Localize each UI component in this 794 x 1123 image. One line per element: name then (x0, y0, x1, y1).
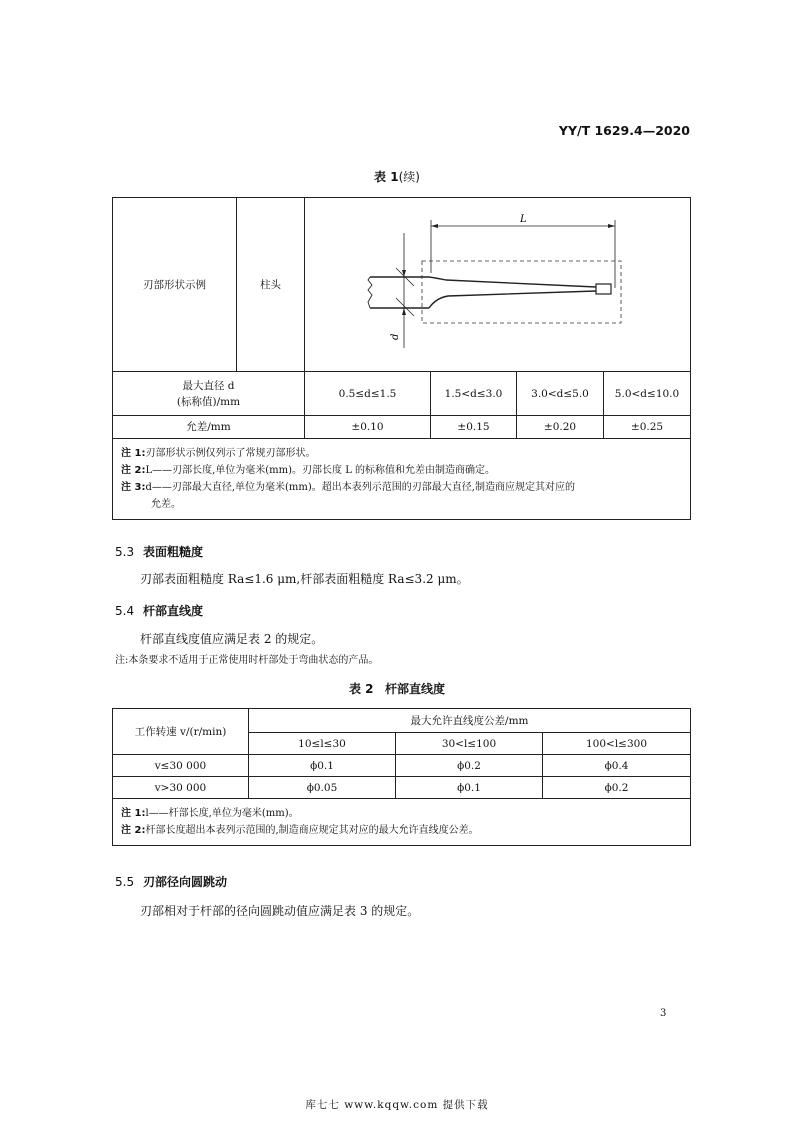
table1-notes (113, 439, 691, 520)
value-cell: ϕ0.2 (396, 755, 543, 777)
dim-L-label: L (519, 214, 527, 225)
tolerance-group-header: 最大允许直线度公差/mm (249, 709, 691, 733)
page-number: 3 (660, 1008, 667, 1019)
note-text: d——刃部最大直径,单位为毫米(mm)。超出本表列示范围的刃部最大直径,制造商应规定其对应的 (145, 482, 575, 493)
section-number: 5.3 (115, 545, 135, 559)
arrow-left (431, 224, 438, 228)
arrow-d-top (402, 270, 406, 277)
speed-cell: v>30 000 (113, 777, 249, 799)
note-prefix: 注 1: (121, 448, 146, 459)
note-text: 刃部形状示例仅列示了常规刃部形状。 (145, 448, 316, 459)
head-bottom-edge (429, 291, 596, 308)
table2-note (121, 805, 682, 822)
section-title: 刃部径向圆跳动 (143, 875, 228, 889)
arrow-d-bottom (402, 308, 406, 315)
table2-notes (113, 799, 691, 846)
shape-diagram-cell (305, 198, 691, 372)
shape-name: 柱头 (260, 278, 281, 291)
tolerance-cell: ±0.20 (517, 416, 604, 439)
table2-caption-prefix: 表 2 (349, 682, 374, 696)
section-5-5-heading (115, 873, 227, 890)
tip (596, 284, 611, 294)
section-5-4-text: 杆部直线度值应满足表 2 的规定。 (140, 632, 324, 646)
shape-label-cell (113, 198, 237, 372)
diameter-label-line1: 最大直径 d (182, 379, 235, 392)
table2-caption-title: 杆部直线度 (384, 682, 445, 696)
section-5-5-text: 刃部相对于杆部的径向圆跳动值应满足表 3 的规定。 (140, 904, 420, 918)
note-prefix: 注 2: (121, 825, 146, 836)
section-title: 表面粗糙度 (143, 545, 204, 559)
note-text: L——刃部长度,单位为毫米(mm)。刃部长度 L 的标称值和允差由制造商确定。 (145, 465, 496, 476)
table1-note (121, 479, 682, 496)
section-5-3-heading (115, 543, 203, 560)
speed-header: 工作转速 v/(r/min) (113, 709, 249, 755)
note-prefix: 注 1: (121, 808, 146, 819)
dashed-envelope (422, 261, 621, 323)
diameter-cell: 1.5<d≤3.0 (431, 372, 517, 416)
table1-caption (0, 168, 794, 185)
speed-cell: v≤30 000 (113, 755, 249, 777)
table1-note (121, 462, 682, 479)
length-col-header: 100<l≤300 (543, 733, 691, 755)
section-number: 5.5 (115, 875, 135, 889)
dim-d-label: d (389, 333, 401, 340)
value-cell: ϕ0.2 (543, 777, 691, 799)
shape-label: 刃部形状示例 (143, 278, 206, 291)
cylinder-head-bur-diagram (306, 198, 690, 366)
value-cell: ϕ0.4 (543, 755, 691, 777)
table-row (113, 777, 691, 799)
tolerance-cell: ±0.10 (305, 416, 431, 439)
table1-note (121, 445, 682, 462)
diameter-label-line2: (标称值)/mm (176, 395, 241, 408)
diameter-cell: 5.0<d≤10.0 (604, 372, 691, 416)
diameter-cell: 0.5≤d≤1.5 (305, 372, 431, 416)
length-col-header: 10≤l≤30 (249, 733, 396, 755)
section-5-3-text: 刃部表面粗糙度 Ra≤1.6 μm,杆部表面粗糙度 Ra≤3.2 μm。 (140, 572, 469, 586)
value-cell: ϕ0.05 (249, 777, 396, 799)
value-cell: ϕ0.1 (396, 777, 543, 799)
note-prefix: 注 3: (121, 482, 146, 493)
table2-caption (0, 680, 794, 697)
tolerance-cell: ±0.25 (604, 416, 691, 439)
section-5-4-note: 注:本条要求不适用于正常使用时杆部处于弯曲状态的产品。 (115, 655, 379, 666)
shape-name-cell (237, 198, 305, 372)
head-top-edge (429, 277, 596, 287)
table1-caption-suffix: (续) (398, 170, 420, 184)
standard-number: YY/T 1629.4—2020 (558, 123, 690, 138)
diameter-label-cell (113, 372, 305, 416)
table1 (112, 197, 691, 520)
value-cell: ϕ0.1 (249, 755, 396, 777)
break-line (368, 277, 372, 308)
note-text: 杆部长度超出本表列示范围的,制造商应规定其对应的最大允许直线度公差。 (145, 825, 479, 836)
section-number: 5.4 (115, 604, 135, 618)
tolerance-label: 允差/mm (113, 416, 305, 439)
table-row (113, 755, 691, 777)
length-col-header: 30<l≤100 (396, 733, 543, 755)
tolerance-cell: ±0.15 (431, 416, 517, 439)
note-text: l——杆部长度,单位为毫米(mm)。 (145, 808, 299, 819)
table2 (112, 708, 691, 846)
section-5-4-heading (115, 602, 203, 619)
table2-note (121, 822, 682, 839)
table1-caption-prefix: 表 1 (374, 170, 399, 184)
table1-note-continuation: 允差。 (151, 499, 181, 510)
diameter-cell: 3.0<d≤5.0 (517, 372, 604, 416)
note-prefix: 注 2: (121, 465, 146, 476)
section-title: 杆部直线度 (143, 604, 204, 618)
download-footer: 库七七 www.kqqw.com 提供下载 (305, 1099, 489, 1111)
arrow-right (608, 224, 615, 228)
